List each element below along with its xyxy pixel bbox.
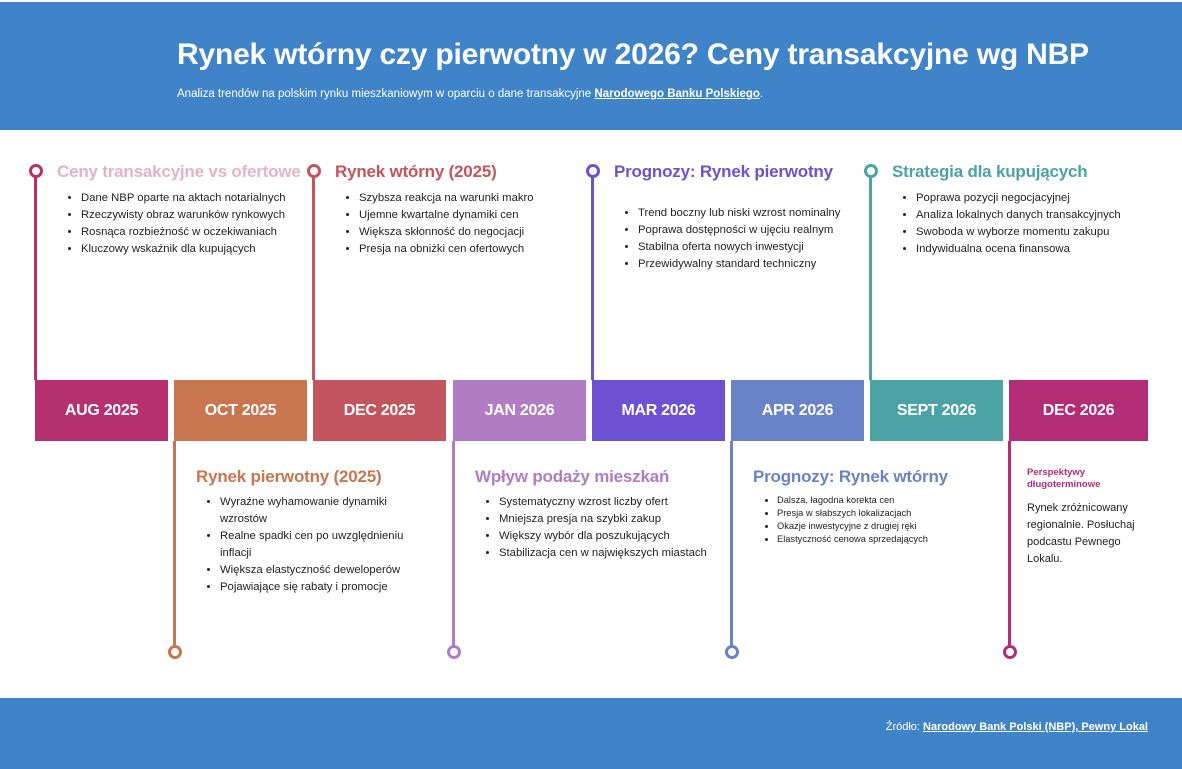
date-box: SEPT 2026 [870, 380, 1003, 441]
event-bullet: • Swoboda w wyborze momentu zakupu [916, 224, 1166, 241]
event-bullet: • Trend boczny lub niski wzrost nominalny [638, 205, 888, 222]
page-subtitle [177, 88, 763, 100]
event-bullet: • Wyraźne wyhamowanie dynamiki wzrostów [220, 494, 435, 528]
event-bullet-list [481, 494, 749, 562]
timeline-dot-icon [29, 164, 43, 178]
date-box: OCT 2025 [174, 380, 307, 441]
subtitle-text: Analiza trendów na polskim rynku mieszkaniowym w oparciu o dane transakcyjne [177, 88, 595, 100]
event-bullet: • Dane NBP oparte na aktach notarialnych [81, 190, 331, 207]
event-bullet-list [898, 190, 1166, 258]
event-bullet-list [341, 190, 609, 258]
timeline-dot-icon [1003, 645, 1017, 659]
timeline-connector [591, 172, 594, 380]
event-bullet: • Większa elastyczność deweloperów [220, 562, 435, 579]
event-bullet: • Stabilna oferta nowych inwestycji [638, 239, 888, 256]
timeline-connector [312, 172, 315, 380]
source-label: Źródło: [885, 721, 924, 733]
event-bullet: • Większy wybór dla poszukujących [499, 528, 749, 545]
timeline-dot-icon [307, 164, 321, 178]
date-box: AUG 2025 [35, 380, 168, 441]
page-title: Rynek wtórny czy pierwotny w 2026? Ceny transakcyjne wg NBP [177, 38, 1089, 71]
event-bullet: • Analiza lokalnych danych transakcyjnych [916, 207, 1166, 224]
event-bullet-list [63, 190, 331, 258]
event-title: Ceny transakcyjne vs ofertowe [57, 162, 301, 181]
timeline-connector [173, 441, 176, 647]
event-bullet: • Kluczowy wskaźnik dla kupujących [81, 241, 331, 258]
timeline-connector [730, 441, 733, 647]
timeline-connector [452, 441, 455, 647]
event-bullet: • Presja na obniżki cen ofertowych [359, 241, 609, 258]
event-bullet: • Szybsza reakcja na warunki makro [359, 190, 609, 207]
event-bullet: • Ujemne kwartalne dynamiki cen [359, 207, 609, 224]
event-bullet: • Realne spadki cen po uwzględnieniu inflacji [220, 528, 435, 562]
date-box: DEC 2026 [1009, 380, 1148, 441]
event-bullet: • Systematyczny wzrost liczby ofert [499, 494, 749, 511]
event-title: Rynek wtórny (2025) [335, 162, 497, 181]
event-bullet-list [620, 205, 888, 273]
event-bullet: • Rzeczywisty obraz warunków rynkowych [81, 207, 331, 224]
date-box: DEC 2025 [313, 380, 446, 441]
event-bullet: • Poprawa dostępności w ujęciu realnym [638, 222, 888, 239]
event-title: Prognozy: Rynek pierwotny [614, 162, 833, 181]
nbp-link[interactable]: Narodowego Banku Polskiego [594, 88, 760, 100]
date-box: JAN 2026 [453, 380, 586, 441]
timeline-connector [1008, 441, 1011, 647]
timeline-dot-icon [168, 645, 182, 659]
event-bullet: • Większa skłonność do negocjacji [359, 224, 609, 241]
event-bullet: • Okazje inwestycyjne z drugiej ręki [777, 520, 1027, 533]
event-bullet: • Indywidualna ocena finansowa [916, 241, 1166, 258]
source-link[interactable]: Narodowy Bank Polski (NBP), Pewny Lokal [923, 721, 1148, 733]
event-bullet: • Presja w słabszych lokalizacjach [777, 507, 1027, 520]
event-bullet: • Poprawa pozycji negocjacyjnej [916, 190, 1166, 207]
date-box: MAR 2026 [592, 380, 725, 441]
event-bullet: • Dalsza, łagodna korekta cen [777, 494, 1027, 507]
event-bullet-list [759, 494, 1027, 546]
event-bullet-list [202, 494, 435, 596]
event-bullet: • Mniejsza presja na szybki zakup [499, 511, 749, 528]
timeline-dot-icon [447, 645, 461, 659]
event-bullet: • Elastyczność cenowa sprzedających [777, 533, 1027, 546]
event-subtitle: Perspektywy długoterminowe [1027, 467, 1101, 490]
event-title: Prognozy: Rynek wtórny [753, 467, 948, 486]
event-title: Rynek pierwotny (2025) [196, 467, 382, 486]
event-title: Strategia dla kupujących [892, 162, 1088, 181]
source-note [886, 721, 1148, 733]
event-bullet: • Rosnąca rozbieżność w oczekiwaniach [81, 224, 331, 241]
timeline-dot-icon [864, 164, 878, 178]
event-title: Wpływ podaży mieszkań [475, 467, 670, 486]
header-banner [0, 2, 1182, 130]
date-box: APR 2026 [731, 380, 864, 441]
event-bullet: • Przewidywalny standard techniczny [638, 256, 888, 273]
subtitle-end: . [759, 88, 764, 100]
timeline-connector [34, 172, 37, 380]
timeline-dot-icon [586, 164, 600, 178]
footer-banner [0, 698, 1182, 769]
event-bullet: • Stabilizacja cen w największych miastach [499, 545, 749, 562]
event-bullet: • Pojawiające się rabaty i promocje [220, 579, 435, 596]
event-paragraph: Rynek zróżnicowany regionalnie. Posłuchaj podcastu Pewnego Lokalu. [1027, 502, 1135, 565]
timeline-dot-icon [725, 645, 739, 659]
timeline-connector [869, 172, 872, 380]
